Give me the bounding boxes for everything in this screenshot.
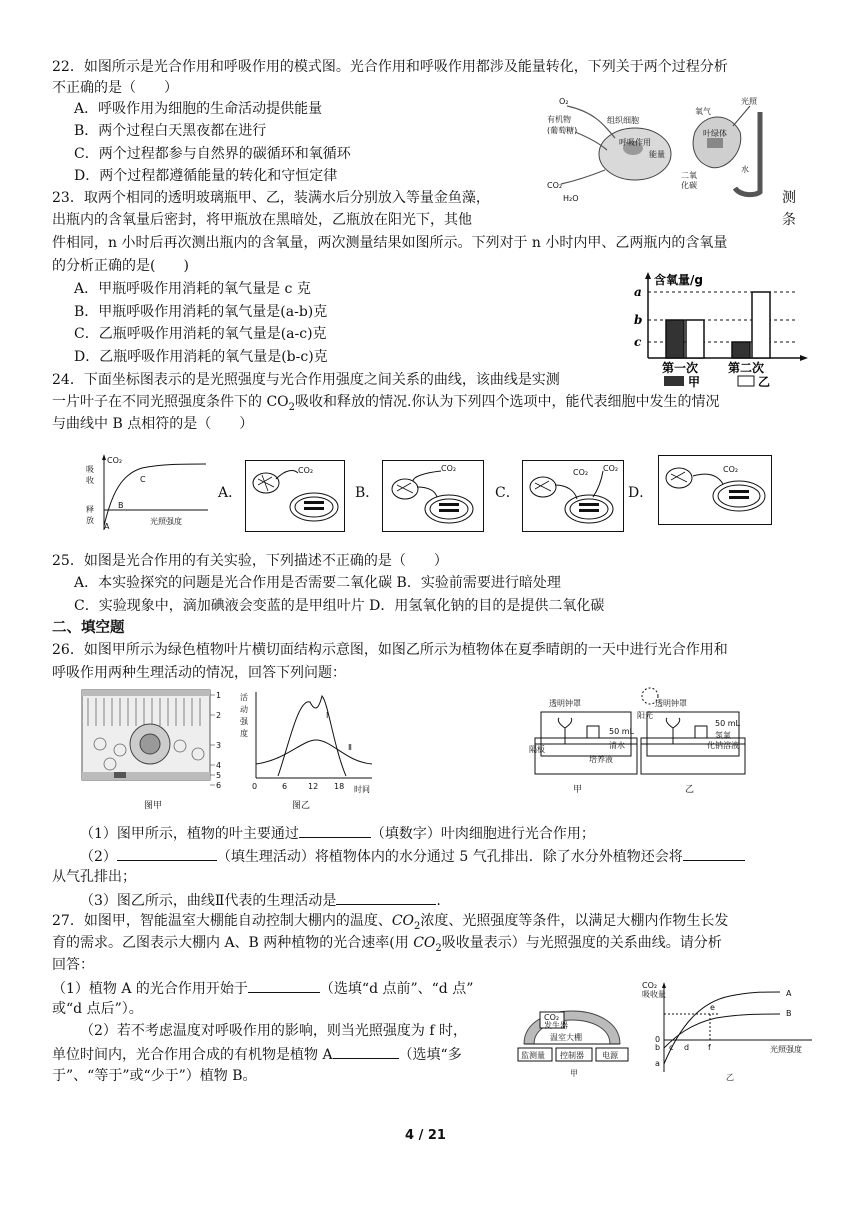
point-c: c bbox=[669, 1043, 674, 1052]
q27-text-a: 27．如图甲，智能温室大棚能自动控制大棚内的温度、 bbox=[52, 913, 392, 929]
y-label-1: 活 bbox=[240, 693, 248, 702]
organic-label: 有机物 bbox=[547, 115, 571, 124]
label-4: 4 bbox=[216, 761, 222, 770]
q27-stem-line1 bbox=[52, 911, 728, 931]
q22-stem-line2: 不正确的是（ ） bbox=[52, 80, 178, 96]
naoh-label-2: 化钠溶液 bbox=[707, 741, 739, 750]
q27-co2-sub-2: 2 bbox=[435, 942, 442, 954]
point-b: B bbox=[118, 501, 124, 510]
section-fill-in-title: 二、填空题 bbox=[52, 620, 125, 636]
tissue-cell-label: 组织细胞 bbox=[607, 116, 639, 125]
q27-text-d: 吸收量表示）与光照强度的关系曲线。请分析 bbox=[441, 935, 722, 951]
y-label-3: 强 bbox=[240, 717, 248, 726]
q26-sub2 bbox=[80, 845, 745, 867]
q24-option-c-cell bbox=[522, 460, 624, 532]
answer-blank-4[interactable] bbox=[336, 889, 436, 905]
q22-option-b: B．两个过程白天黑夜都在进行 bbox=[74, 123, 267, 139]
q26-sub1 bbox=[80, 822, 595, 844]
bar-甲-第一次 bbox=[666, 320, 684, 358]
q23-stem-line1: 23．取两个相同的透明玻璃瓶甲、乙，装满水后分别放入等量金鱼藻， bbox=[52, 190, 490, 206]
oxygen-label: 氧气 bbox=[695, 107, 711, 116]
q22-figure-photosynthesis-respiration bbox=[545, 92, 775, 204]
co2-label: CO₂ bbox=[573, 468, 589, 477]
graph-x-label: 光照强度 bbox=[150, 517, 182, 526]
q23-stem-line1-end: 测 bbox=[782, 190, 796, 206]
q26-sub1-b: （填数字）叶肉细胞进行光合作用； bbox=[370, 826, 595, 842]
q23-option-d: D．乙瓶呼吸作用消耗的氧气量是(b-c)克 bbox=[74, 349, 328, 365]
q23-oxygen-bar-chart bbox=[622, 270, 812, 390]
legend-swatch-jia bbox=[664, 376, 684, 386]
answer-blank-6[interactable] bbox=[333, 1043, 399, 1059]
co2-label-2: 化碳 bbox=[681, 181, 697, 190]
graph-release-1: 释 bbox=[86, 505, 94, 514]
co2-label-2: CO₂ bbox=[603, 464, 619, 473]
light-label: 光照 bbox=[741, 97, 757, 106]
y-label-4: 度 bbox=[240, 729, 248, 738]
label-3: 3 bbox=[216, 741, 222, 750]
curve-2-label: Ⅱ bbox=[348, 743, 352, 752]
respiration-label: 呼吸作用 bbox=[619, 138, 651, 147]
graph-absorb-1: 吸 bbox=[86, 465, 94, 474]
q27-co2-2: CO bbox=[413, 935, 436, 951]
q27-figure-co2-absorption-graph bbox=[640, 976, 816, 1086]
sun-label: 阳光 bbox=[637, 711, 653, 720]
q26-sub2-cont: 从气孔排出； bbox=[52, 869, 136, 885]
y-label-2: 动 bbox=[240, 705, 248, 714]
energy-label: 能量 bbox=[649, 150, 665, 159]
hood-2-label: 透明钟罩 bbox=[655, 699, 687, 708]
answer-blank-3[interactable] bbox=[683, 845, 745, 861]
co2-label: CO₂ bbox=[441, 464, 457, 473]
o2-label: O₂ bbox=[559, 97, 569, 106]
q27-sub1-b: （选填“d 点前”、“d 点” bbox=[319, 981, 474, 997]
q24-stem-line3: 与曲线中 B 点相符的是（ ） bbox=[52, 416, 254, 432]
co2-label: CO₂ bbox=[298, 466, 314, 475]
origin-0: 0 bbox=[655, 1035, 661, 1044]
y-tick-a: a bbox=[634, 285, 642, 299]
naoh-label-1: 氢氧 bbox=[715, 731, 731, 740]
q27-sub2-b: 单位时间内，光合作用合成的有机物是植物 A bbox=[52, 1047, 333, 1063]
q27-stem-line3: 回答： bbox=[52, 957, 94, 973]
label-6: 6 bbox=[216, 781, 222, 790]
bar-乙-第一次 bbox=[686, 320, 704, 358]
point-c: C bbox=[140, 475, 146, 484]
y-label-1: CO₂ bbox=[642, 981, 658, 990]
chloroplast-label: 叶绿体 bbox=[703, 129, 727, 138]
bar-甲-第二次 bbox=[732, 342, 750, 358]
q26-sub3 bbox=[80, 889, 441, 911]
q22-option-c: C．两个过程都参与自然界的碳循环和氧循环 bbox=[74, 146, 351, 162]
answer-blank-1[interactable] bbox=[299, 822, 371, 838]
q25-options-ab: A．本实验探究的问题是光合作用是否需要二氧化碳 B．实验前需要进行暗处理 bbox=[74, 575, 561, 591]
caption-jia: 甲 bbox=[573, 785, 583, 795]
q26-sub1-a: （1）图甲所示，植物的叶主要通过 bbox=[80, 826, 299, 842]
q23-stem-line2-end: 条 bbox=[782, 212, 796, 228]
co2-label-1: 二氧 bbox=[681, 171, 697, 180]
q27-co2-sub: 2 bbox=[414, 920, 421, 932]
q27-sub2: （2）若不考虑温度对呼吸作用的影响，则当光照强度为 f 时， bbox=[80, 1023, 467, 1039]
y-label-2: 吸收量 bbox=[642, 990, 666, 999]
caption-jia: 甲 bbox=[570, 1069, 578, 1078]
q27-sub1-a: （1）植物 A 的光合作用开始于 bbox=[52, 981, 248, 997]
curve-a-label: A bbox=[786, 989, 792, 998]
legend-label-yi: 乙 bbox=[758, 375, 771, 389]
point-a: A bbox=[104, 522, 110, 531]
q26-sub2-a: （2） bbox=[80, 849, 117, 865]
co2-generator-label-1: CO₂ bbox=[544, 1013, 560, 1022]
y-tick-b: b bbox=[634, 313, 643, 327]
q27-co2: CO bbox=[391, 913, 415, 929]
q27-sub2-cont bbox=[52, 1043, 462, 1065]
x-label: 时间 bbox=[354, 785, 370, 794]
q23-option-c: C．乙瓶呼吸作用消耗的氧气量是(a-c)克 bbox=[74, 326, 327, 342]
graph-co2-label: CO₂ bbox=[107, 456, 123, 465]
point-f: f bbox=[708, 1043, 711, 1052]
medium-label: 培养液 bbox=[589, 755, 613, 764]
y-tick-c: c bbox=[634, 335, 642, 349]
graph-absorb-2: 收 bbox=[86, 476, 94, 485]
page-number: 4 / 21 bbox=[405, 1128, 446, 1143]
q24-text-a: 一片叶子在不同光照强度条件下的 CO bbox=[52, 394, 289, 410]
ml-label-2: 50 mL bbox=[715, 719, 740, 728]
x-label: 光照强度 bbox=[770, 1045, 802, 1054]
caption-yi: 图乙 bbox=[292, 801, 311, 811]
q26-figure-activity-graph bbox=[236, 688, 376, 812]
q27-sub1 bbox=[52, 977, 473, 999]
q23-stem-line3: 件相同，n 小时后再次测出瓶内的含氧量，两次测量结果如图所示。下列对于 n 小时内甲、乙两瓶内的含氧量 bbox=[52, 235, 728, 251]
legend-swatch-yi bbox=[738, 376, 754, 386]
controller-label: 控制器 bbox=[560, 1051, 584, 1060]
ml-label-1: 50 mL bbox=[609, 727, 634, 736]
q22-stem-line1: 22．如图所示是光合作用和呼吸作用的模式图。光合作用和呼吸作用都涉及能量转化，下列关于两个过程分析 bbox=[52, 59, 728, 75]
y-axis-label: 含氧量/g bbox=[654, 273, 703, 287]
q25-options-cd: C．实验现象中，滴加碘液会变蓝的是甲组叶片 D．用氢氧化钠的目的是提供二氧化碳 bbox=[74, 598, 605, 614]
q24-option-d-cell bbox=[658, 455, 772, 525]
q24-option-a-cell bbox=[245, 460, 345, 532]
curve-b-label: B bbox=[786, 1009, 792, 1018]
monitor-label: 监测量 bbox=[521, 1051, 545, 1060]
glucose-label: (葡萄糖) bbox=[547, 126, 578, 135]
q23-stem-line4: 的分析正确的是( ) bbox=[52, 258, 189, 274]
caption-yi: 乙 bbox=[726, 1073, 734, 1082]
curve-1-label: Ⅰ bbox=[326, 711, 329, 720]
graph-release-2: 放 bbox=[86, 516, 94, 525]
answer-blank-5[interactable] bbox=[248, 977, 320, 993]
co2-label: CO₂ bbox=[723, 465, 739, 474]
q27-text-c: 育的需求。乙图表示大棚内 A、B 两种植物的光合速率(用 bbox=[52, 935, 414, 951]
water-label: 水 bbox=[741, 165, 749, 174]
water-label: 清水 bbox=[609, 741, 625, 750]
tick-6: 6 bbox=[282, 782, 288, 791]
q24-stem-line1: 24．下面坐标图表示的是光照强度与光合作用强度之间关系的曲线，该曲线是实测 bbox=[52, 372, 560, 388]
label-1: 1 bbox=[216, 691, 222, 700]
q26-sub3-a: （3）图乙所示，曲线Ⅱ代表的生理活动是 bbox=[80, 893, 337, 909]
q27-text-b: 浓度、光照强度等条件，以满足大棚内作物生长发 bbox=[420, 913, 729, 929]
q24-option-d-label: D． bbox=[628, 485, 654, 501]
caption-jia: 图甲 bbox=[144, 801, 163, 811]
q24-text-b: 吸收和释放的情况.你认为下列四个选项中，能代表细胞中发生的情况 bbox=[295, 394, 720, 410]
answer-blank-2[interactable] bbox=[117, 845, 217, 861]
point-d: d bbox=[684, 1043, 690, 1052]
legend-label-jia: 甲 bbox=[688, 375, 701, 389]
q24-co2-light-graph bbox=[82, 452, 212, 534]
q23-option-a: A．甲瓶呼吸作用消耗的氧气量是 c 克 bbox=[74, 281, 311, 297]
greenhouse-label: 温室大棚 bbox=[550, 1033, 582, 1042]
hood-1-label: 透明钟罩 bbox=[549, 699, 581, 708]
q27-sub1-cont: 或“d 点后”）。 bbox=[52, 1001, 143, 1017]
q24-sub: 2 bbox=[288, 401, 296, 413]
q24-option-c-label: C． bbox=[495, 485, 520, 501]
q26-stem-line2: 呼吸作用两种生理活动的情况，回答下列问题： bbox=[52, 665, 346, 681]
power-label: 电源 bbox=[602, 1051, 618, 1060]
label-5: 5 bbox=[216, 771, 222, 780]
q27-sub2-c: （选填“多 bbox=[398, 1047, 462, 1063]
q26-stem-line1: 26．如图甲所示为绿色植物叶片横切面结构示意图，如图乙所示为植物体在夏季晴朗的一天中进行光合作用和 bbox=[52, 642, 728, 658]
point-a: a bbox=[655, 1059, 660, 1068]
category-label-1: 第一次 bbox=[662, 361, 699, 375]
q27-figure-greenhouse bbox=[510, 990, 636, 1082]
q22-option-a: A．呼吸作用为细胞的生命活动提供能量 bbox=[74, 101, 323, 117]
q27-stem-line2 bbox=[52, 933, 722, 953]
point-e: e bbox=[710, 1003, 715, 1012]
q23-stem-line2: 出瓶内的含氧量后密封，将甲瓶放在黑暗处，乙瓶放在阳光下，其他 bbox=[52, 212, 472, 228]
point-b: b bbox=[655, 1043, 661, 1052]
tick-0: 0 bbox=[252, 782, 258, 791]
q27-sub2-end: 于”、“等于”或“少于”）植物 B。 bbox=[52, 1068, 257, 1084]
q24-stem-line2 bbox=[52, 392, 719, 412]
co2-label: CO₂ bbox=[547, 181, 563, 190]
co2-generator-label-2: 发生器 bbox=[544, 1021, 568, 1030]
tick-12: 12 bbox=[308, 782, 319, 791]
h2o-label: H₂O bbox=[563, 194, 579, 203]
caption-yi: 乙 bbox=[685, 785, 695, 795]
q26-sub2-b: （填生理活动）将植物体内的水分通过 5 气孔排出．除了水分外植物还会将 bbox=[216, 849, 683, 865]
category-label-2: 第二次 bbox=[728, 361, 765, 375]
q26-sub3-b: . bbox=[436, 893, 441, 909]
q26-figure-bell-jar-experiment bbox=[525, 682, 755, 798]
q25-stem: 25．如图是光合作用的有关实验，下列描述不正确的是（ ） bbox=[52, 553, 448, 569]
q23-option-b: B．甲瓶呼吸作用消耗的氧气量是(a-b)克 bbox=[74, 304, 328, 320]
q26-figure-leaf-cross-section bbox=[80, 688, 230, 812]
q22-option-d: D．两个过程都遵循能量的转化和守恒定律 bbox=[74, 168, 338, 184]
plate-label: 隔板 bbox=[529, 745, 545, 754]
bar-乙-第二次 bbox=[752, 292, 770, 358]
q24-option-b-label: B． bbox=[355, 485, 380, 501]
q24-option-b-cell bbox=[382, 460, 484, 532]
tick-18: 18 bbox=[334, 782, 345, 791]
label-2: 2 bbox=[216, 711, 222, 720]
q24-option-a-label: A． bbox=[218, 485, 243, 501]
